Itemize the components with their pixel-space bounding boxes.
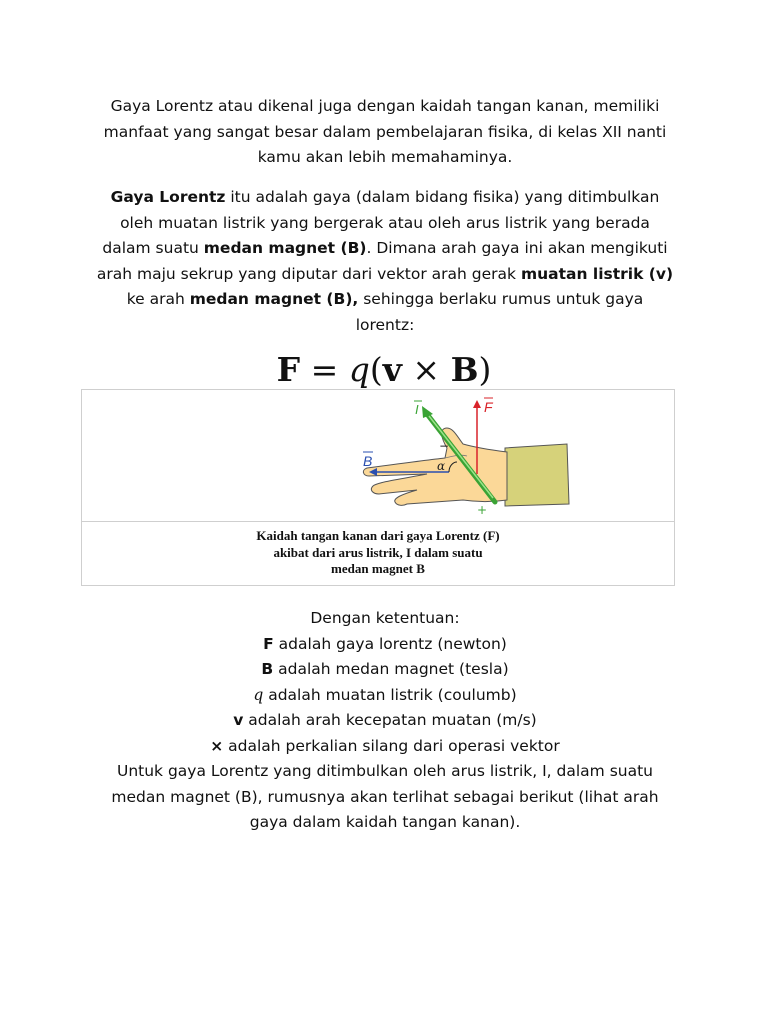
term-item [95, 708, 675, 734]
figure-image-cell [82, 390, 674, 522]
definition-text-1: itu adalah gaya (dalam bidang fisika) yang ditimbulkan oleh muatan listrik yang bergerak atau oleh arus listrik yang berada dalam suatu [102, 188, 660, 257]
term-symbol: v [233, 711, 244, 729]
term-symbol: × [210, 736, 224, 755]
figure-table [81, 389, 675, 586]
terms-heading: Dengan ketentuan: [310, 609, 460, 627]
label-B: B [363, 453, 373, 469]
definition-text-4: sehingga berlaku rumus untuk gaya lorentz: [355, 290, 644, 334]
force-arrow-head [473, 400, 481, 408]
formula-q: q [348, 350, 370, 389]
intro-paragraph: Gaya Lorentz atau dikenal juga dengan kaidah tangan kanan, memiliki manfaat yang sangat besar dalam pembelajaran fisika, di kelas XII nanti kamu akan lebih memahaminya. [103, 97, 667, 166]
term-muatan-listrik: muatan listrik (v) [520, 264, 674, 283]
definition-text-2: . Dimana arah gaya ini akan mengikuti arah maju sekrup yang diputar dari vektor arah gerak [96, 239, 668, 283]
formula-F: F [276, 350, 301, 389]
term-item [95, 683, 675, 709]
caption-line: medan magnet B [331, 561, 425, 576]
sleeve-shape [505, 444, 569, 506]
term-item [95, 632, 675, 658]
closing-paragraph: Untuk gaya Lorentz yang ditimbulkan oleh arus listrik, I, dalam suatu medan magnet (B), rumusnya akan terlihat sebagai berikut (lihat arah gaya dalam kaidah tangan kanan). [111, 762, 659, 831]
term-text: adalah medan magnet (tesla) [273, 660, 509, 678]
label-alpha: α [437, 459, 446, 473]
formula-eq: = [300, 350, 349, 389]
term-text: adalah muatan listrik (coulumb) [263, 685, 517, 704]
formula-v: v [382, 350, 402, 389]
terms-section [95, 606, 675, 836]
term-symbol: B [261, 660, 274, 678]
right-hand-rule-illustration [277, 392, 577, 518]
label-I: I [415, 402, 419, 417]
definition-text-3: ke arah [126, 290, 190, 308]
figure-caption [82, 528, 674, 578]
formula-close: ) [478, 350, 492, 389]
formula-open: ( [369, 350, 383, 389]
term-text: adalah perkalian silang dari operasi vektor [223, 736, 560, 755]
lorentz-formula [0, 350, 768, 390]
term-item [95, 734, 675, 760]
term-text: adalah arah kecepatan muatan (m/s) [243, 711, 537, 729]
term-gaya-lorentz: Gaya Lorentz [110, 188, 226, 206]
definition-paragraph [95, 185, 675, 338]
term-medan-magnet: medan magnet (B) [203, 239, 367, 257]
formula-times: × [401, 350, 451, 389]
label-F: F [484, 399, 493, 415]
term-symbol: F [263, 634, 274, 653]
term-item [95, 657, 675, 683]
formula-B: B [450, 350, 479, 389]
label-plus: + [477, 503, 488, 517]
term-symbol: q [253, 685, 264, 704]
label-minus: − [439, 439, 450, 453]
caption-line: akibat dari arus listrik, I dalam suatu [273, 544, 483, 560]
caption-line: Kaidah tangan kanan dari gaya Lorentz (F) [256, 528, 500, 543]
term-medan-magnet-2: medan magnet (B), [189, 290, 359, 308]
term-text: adalah gaya lorentz (newton) [273, 634, 507, 653]
